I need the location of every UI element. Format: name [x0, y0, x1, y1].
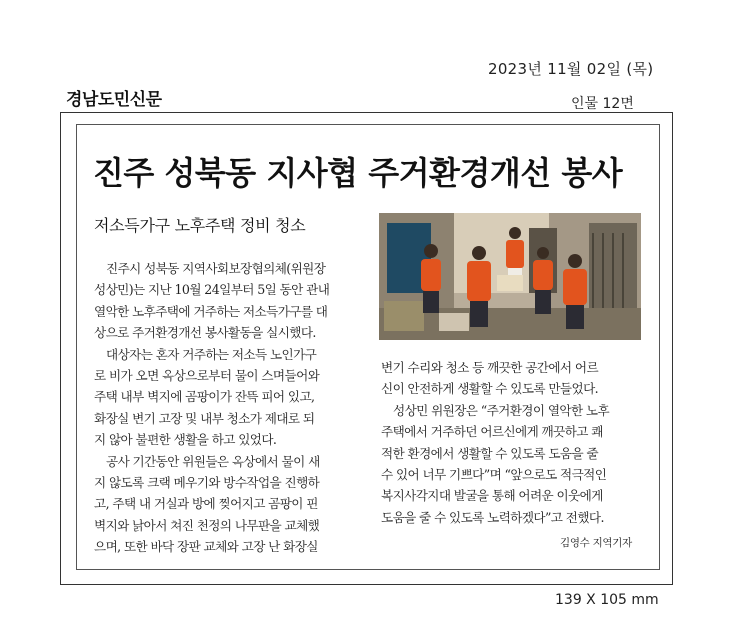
- body-line: 상으로 주거환경개선 봉사활동을 실시했다.: [94, 325, 316, 341]
- body-line: 주택에서 거주하던 어르신에게 깨끗하고 쾌: [381, 424, 603, 440]
- body-line: 적한 환경에서 생활할 수 있도록 도움을 줄: [381, 445, 599, 461]
- body-line: 성상민 위원장은 “주거환경이 열악한 노후: [393, 402, 610, 418]
- body-line: 신이 안전하게 생활할 수 있도록 만들었다.: [381, 381, 599, 397]
- body-line: 화장실 변기 고장 및 내부 청소가 제대로 되: [94, 410, 315, 426]
- clipping-size: 139 X 105 mm: [555, 592, 659, 608]
- body-line: 진주시 성북동 지역사회보장협의체(위원장: [106, 261, 326, 276]
- body-line: 열악한 노후주택에 거주하는 저소득가구를 대: [94, 303, 328, 319]
- body-line: 공사 기간동안 위원들은 옥상에서 물이 새: [106, 453, 320, 469]
- body-line: 성상민)는 지난 10월 24일부터 5일 동안 관내: [94, 282, 330, 298]
- body-line: 고, 주택 내 거실과 방에 찢어지고 곰팡이 핀: [94, 496, 318, 512]
- reporter-byline: 김영수 지역기자: [560, 537, 632, 549]
- body-line: 으며, 또한 바닥 장판 교체와 고장 난 화장실: [94, 539, 318, 555]
- section-page: 인물 12면: [571, 96, 634, 112]
- article-photo: [379, 213, 641, 340]
- newspaper-name: 경남도민신문: [66, 90, 162, 110]
- article-body-column-1: [94, 258, 364, 558]
- body-line: 변기 수리와 청소 등 깨끗한 공간에서 어르: [381, 360, 599, 375]
- body-line: 로 비가 오면 옥상으로부터 물이 스며들어와: [94, 368, 320, 384]
- body-line: 지 않아 불편한 생활을 하고 있었다.: [94, 432, 277, 448]
- body-line: 복지사각지대 발굴을 통해 어려운 이웃에게: [381, 488, 603, 504]
- volunteers-photo: [379, 213, 641, 340]
- body-line: 벽지와 낡아서 쳐진 천정의 나무판을 교체했: [94, 517, 320, 533]
- article-subhead: 저소득가구 노후주택 정비 청소: [94, 216, 306, 235]
- body-line: 주택 내부 벽지에 곰팡이가 잔뜩 피어 있고,: [94, 389, 315, 405]
- publication-date: 2023년 11월 02일 (목): [488, 60, 654, 78]
- body-line: 대상자는 혼자 거주하는 저소득 노인가구: [106, 346, 317, 362]
- article-body-column-2: [381, 357, 643, 528]
- body-line: 도움을 줄 수 있도록 노력하겠다”고 전했다.: [381, 509, 604, 525]
- article-headline: 진주 성북동 지사협 주거환경개선 봉사: [93, 154, 623, 192]
- body-line: 지 않도록 크랙 메우기와 방수작업을 진행하: [94, 475, 320, 491]
- body-line: 수 있어 너무 기쁘다”며 “앞으로도 적극적인: [381, 467, 607, 483]
